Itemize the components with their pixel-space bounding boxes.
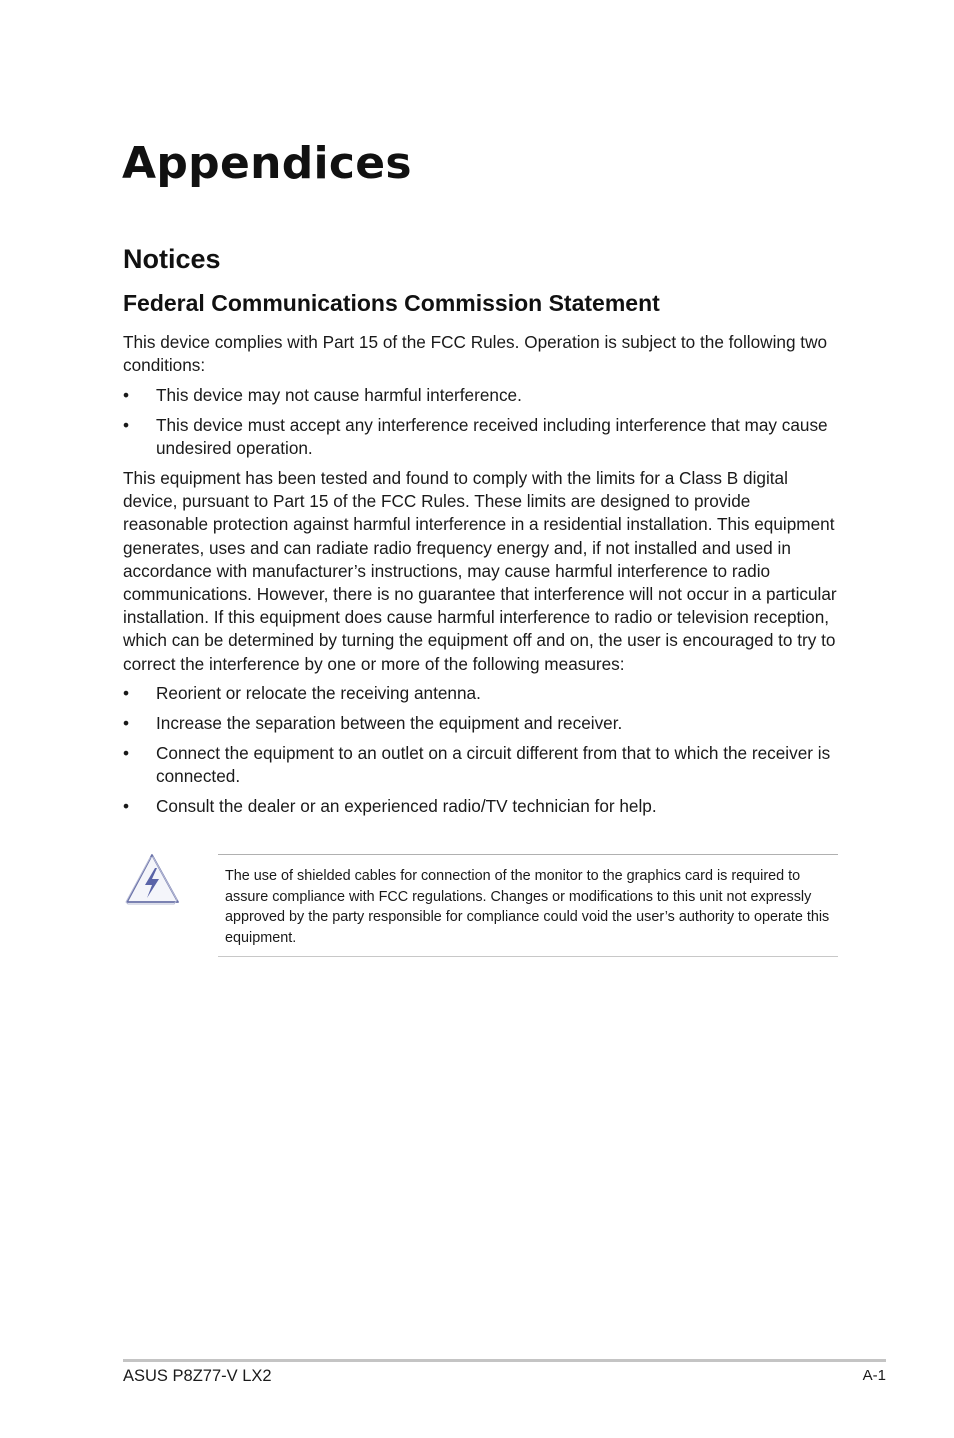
page-number: A-1	[862, 1367, 886, 1384]
intro-paragraph: This device complies with Part 15 of the FCC Rules. Operation is subject to the following two conditions:	[123, 332, 828, 376]
bullet-glyph: •	[123, 385, 130, 405]
bullet-glyph: •	[123, 713, 130, 733]
measure-text: Reorient or relocate the receiving antenna.	[156, 683, 481, 703]
note-text: The use of shielded cables for connection of the monitor to the graphics card is required to assure compliance with FCC regulations. Changes or modifications to this unit not expressly approved by the party responsible for compliance could void the user’s authority to operate this equipment.	[225, 868, 830, 946]
list-item	[123, 742, 839, 788]
measure-text: Consult the dealer or an experienced radio/TV technician for help.	[156, 796, 657, 816]
bullet-glyph: •	[123, 743, 130, 763]
equipment-paragraph: This equipment has been tested and found to comply with the limits for a Class B digital device, pursuant to Part 15 of the FCC Rules. These limits are designed to provide reasonable protection against harmful interference in a residential installation. This equipment generates, uses and can radiate radio frequency energy and, if not installed and used in accordance with manufacturer’s instructions, may cause harmful interference to radio communications. However, there is no guarantee that interference will not occur in a particular installation. If this equipment does cause harmful interference to radio or television reception, which can be determined by turning the equipment off and on, the user is encouraged to try to correct the interference by one or more of the following measures:	[123, 468, 837, 674]
list-item	[123, 795, 839, 818]
measure-text: Connect the equipment to an outlet on a circuit different from that to which the receiver is connected.	[156, 743, 831, 787]
subsection-title: Federal Communications Commission Statement	[123, 290, 660, 316]
section-title: Notices	[123, 244, 221, 274]
bullet-glyph: •	[123, 683, 130, 703]
list-item	[123, 682, 839, 705]
condition-text: This device may not cause harmful interference.	[156, 385, 522, 405]
measure-text: Increase the separation between the equipment and receiver.	[156, 713, 623, 733]
chapter-title: Appendices	[122, 138, 412, 189]
footer-rule	[123, 1359, 886, 1362]
bullet-glyph: •	[123, 796, 130, 816]
condition-text: This device must accept any interference received including interference that may cause undesired operation.	[156, 415, 828, 459]
note-box	[218, 854, 838, 957]
warning-lightning-icon	[124, 852, 180, 906]
list-item	[123, 712, 839, 735]
list-item	[123, 384, 839, 407]
list-item	[123, 414, 839, 460]
footer-product-name: ASUS P8Z77-V LX2	[123, 1367, 272, 1385]
bullet-glyph: •	[123, 415, 130, 435]
